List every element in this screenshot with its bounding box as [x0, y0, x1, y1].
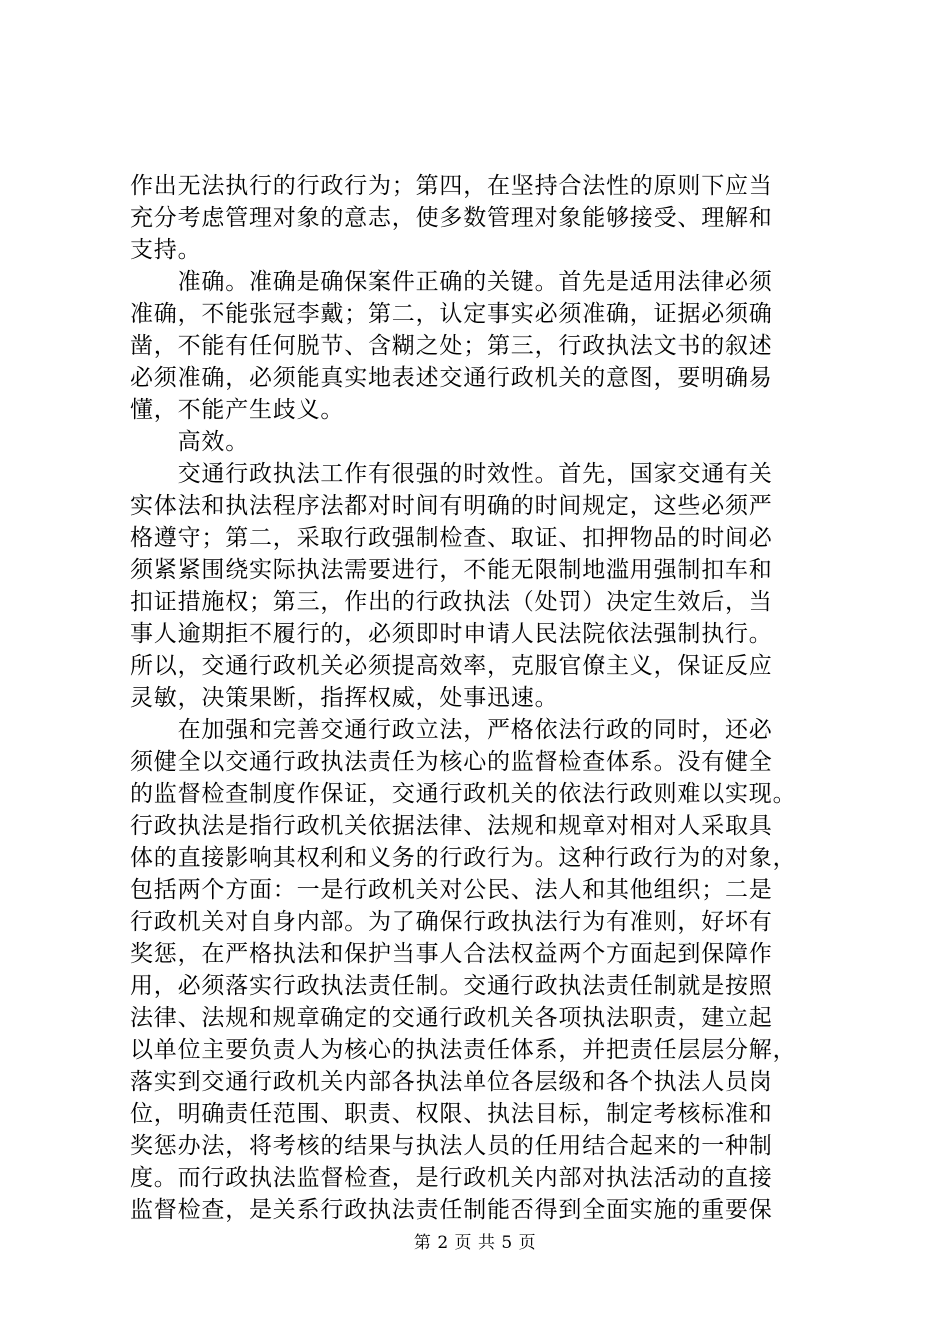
text-line: 落实到交通行政机关内部各执法单位各层级和各个执法人员岗 — [130, 1069, 773, 1095]
text-line: 灵敏，决策果断，指挥权威，处事迅速。 — [130, 685, 559, 711]
text-line: 监督检查，是关系行政执法责任制能否得到全面实施的重要保 — [130, 1197, 773, 1223]
text-line: 奖惩，在严格执法和保护当事人合法权益两个方面起到保障作 — [130, 941, 773, 967]
text-line: 位，明确责任范围、职责、权限、执法目标，制定考核标准和 — [130, 1101, 773, 1127]
body-text — [130, 170, 830, 1226]
text-line: 行政执法是指行政机关依据法律、法规和规章对相对人采取具 — [130, 813, 773, 839]
page-footer: 第 2 页 共 5 页 — [413, 1233, 537, 1253]
text-line: 在加强和完善交通行政立法，严格依法行政的同时，还必 — [130, 717, 773, 743]
text-line: 准确。准确是确保案件正确的关键。首先是适用法律必须 — [130, 269, 773, 295]
text-line: 所以，交通行政机关必须提高效率，克服官僚主义，保证反应 — [130, 653, 773, 679]
text-line: 高效。 — [130, 429, 249, 455]
text-line: 实体法和执法程序法都对时间有明确的时间规定，这些必须严 — [130, 493, 773, 519]
text-line: 凿，不能有任何脱节、含糊之处；第三，行政执法文书的叙述 — [130, 333, 773, 359]
text-line: 作出无法执行的行政行为；第四，在坚持合法性的原则下应当 — [130, 173, 773, 199]
text-line: 必须准确，必须能真实地表述交通行政机关的意图，要明确易 — [130, 365, 773, 391]
text-line: 的监督检查制度作保证，交通行政机关的依法行政则难以实现。 — [130, 781, 797, 807]
text-line: 体的直接影响其权利和义务的行政行为。这种行政行为的对象， — [130, 845, 797, 871]
text-line: 充分考虑管理对象的意志，使多数管理对象能够接受、理解和 — [130, 205, 773, 231]
text-line: 奖惩办法，将考核的结果与执法人员的任用结合起来的一种制 — [130, 1133, 773, 1159]
text-line: 法律、法规和规章确定的交通行政机关各项执法职责，建立起 — [130, 1005, 773, 1031]
text-line: 懂，不能产生歧义。 — [130, 397, 345, 423]
text-line: 支持。 — [130, 237, 202, 263]
text-line: 行政机关对自身内部。为了确保行政执法行为有准则，好坏有 — [130, 909, 773, 935]
text-line: 须健全以交通行政执法责任为核心的监督检查体系。没有健全 — [130, 749, 773, 775]
text-line: 格遵守；第二，采取行政强制检查、取证、扣押物品的时间必 — [130, 525, 773, 551]
text-line: 以单位主要负责人为核心的执法责任体系，并把责任层层分解， — [130, 1037, 797, 1063]
text-line: 交通行政执法工作有很强的时效性。首先，国家交通有关 — [130, 461, 773, 487]
text-line: 准确，不能张冠李戴；第二，认定事实必须准确，证据必须确 — [130, 301, 773, 327]
text-line: 扣证措施权；第三，作出的行政执法（处罚）决定生效后，当 — [130, 589, 773, 615]
text-line: 度。而行政执法监督检查，是行政机关内部对执法活动的直接 — [130, 1165, 773, 1191]
text-line: 包括两个方面：一是行政机关对公民、法人和其他组织；二是 — [130, 877, 773, 903]
text-line: 事人逾期拒不履行的，必须即时申请人民法院依法强制执行。 — [130, 621, 773, 647]
text-line: 用，必须落实行政执法责任制。交通行政执法责任制就是按照 — [130, 973, 773, 999]
text-line: 须紧紧围绕实际执法需要进行，不能无限制地滥用强制扣车和 — [130, 557, 773, 583]
